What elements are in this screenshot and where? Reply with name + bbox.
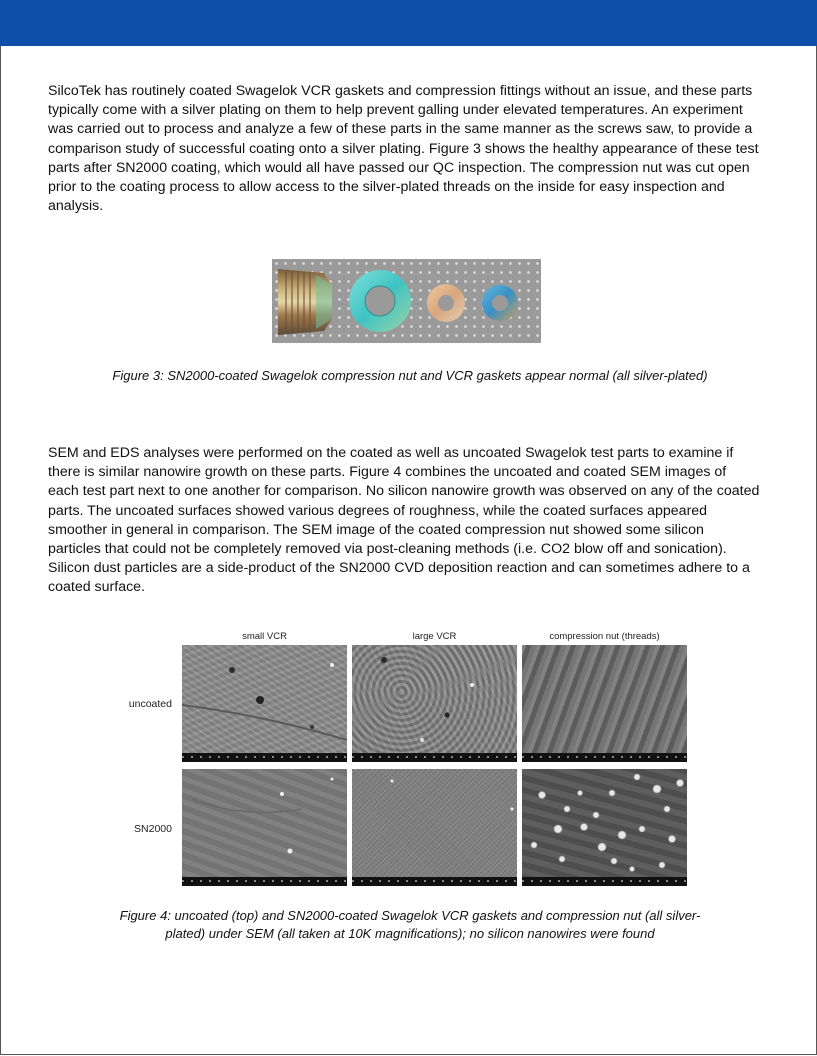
figure-3-caption: Figure 3: SN2000-coated Swagelok compression nut and VCR gaskets appear normal (all silver-plated) [112, 368, 708, 383]
figure-4-caption-line-2: plated) under SEM (all taken at 10K magnifications); no silicon nanowires were found [165, 926, 655, 941]
sem-image-uncoated-compression-nut [522, 645, 687, 762]
paragraph-intro: SilcoTek has routinely coated Swagelok VCR gaskets and compression fittings without an issue, and these parts typically come with a silver plating on them to help prevent galling under elevated temperatures. An experiment was carried out to process and analyze a few of these parts in the same manner as the screws saw, to provide a comparison study of successful coating onto a silver plating. Figure 3 shows the healthy appearance of these test parts after SN2000 coating, which would all have passed our QC inspection. The compression nut was cut open prior to the coating process to allow access to the silver-plated threads on the inside for easy inspection and analysis. [48, 83, 759, 215]
sem-image-coated-large-vcr [352, 769, 517, 886]
sem-scalebar [522, 877, 687, 886]
sem-scalebar [352, 877, 517, 886]
sem-scalebar [182, 877, 347, 886]
paragraph-sem-analysis: SEM and EDS analyses were performed on the coated as well as uncoated Swagelok test parts to examine if there is similar nanowire growth on these parts. Figure 4 combines the uncoated and coated SEM images of each test part next to one another for comparison. No silicon nanowire growth was observed on any of the coated parts. The uncoated surfaces showed various degrees of roughness, while the coated surfaces appeared smoother in general in comparison. The SEM image of the coated compression nut showed some silicon particles that could not be completely removed via post-cleaning methods (i.e. CO2 blow off and sonication). Silicon dust particles are a side-product of the SN2000 CVD deposition reaction and can sometimes adhere to a coated surface. [48, 445, 760, 596]
column-label-small-vcr: small VCR [242, 631, 287, 642]
row-label-sn2000: SN2000 [134, 823, 172, 835]
sem-scalebar [352, 753, 517, 762]
sem-scalebar [522, 753, 687, 762]
figure-4-caption-line-1: Figure 4: uncoated (top) and SN2000-coated Swagelok VCR gaskets and compression nut (all silver- [119, 908, 701, 923]
sem-image-coated-compression-nut [522, 769, 687, 886]
sem-image-uncoated-large-vcr [352, 645, 517, 762]
figure-4-caption [60, 907, 760, 943]
sem-image-coated-small-vcr [182, 769, 347, 886]
header-bar [0, 0, 817, 46]
sem-image-uncoated-small-vcr [182, 645, 347, 762]
figure-3-photo [272, 259, 541, 343]
column-label-large-vcr: large VCR [412, 631, 457, 642]
column-label-compression-nut: compression nut (threads) [549, 631, 660, 642]
row-label-uncoated: uncoated [128, 698, 172, 710]
sem-scalebar [182, 753, 347, 762]
